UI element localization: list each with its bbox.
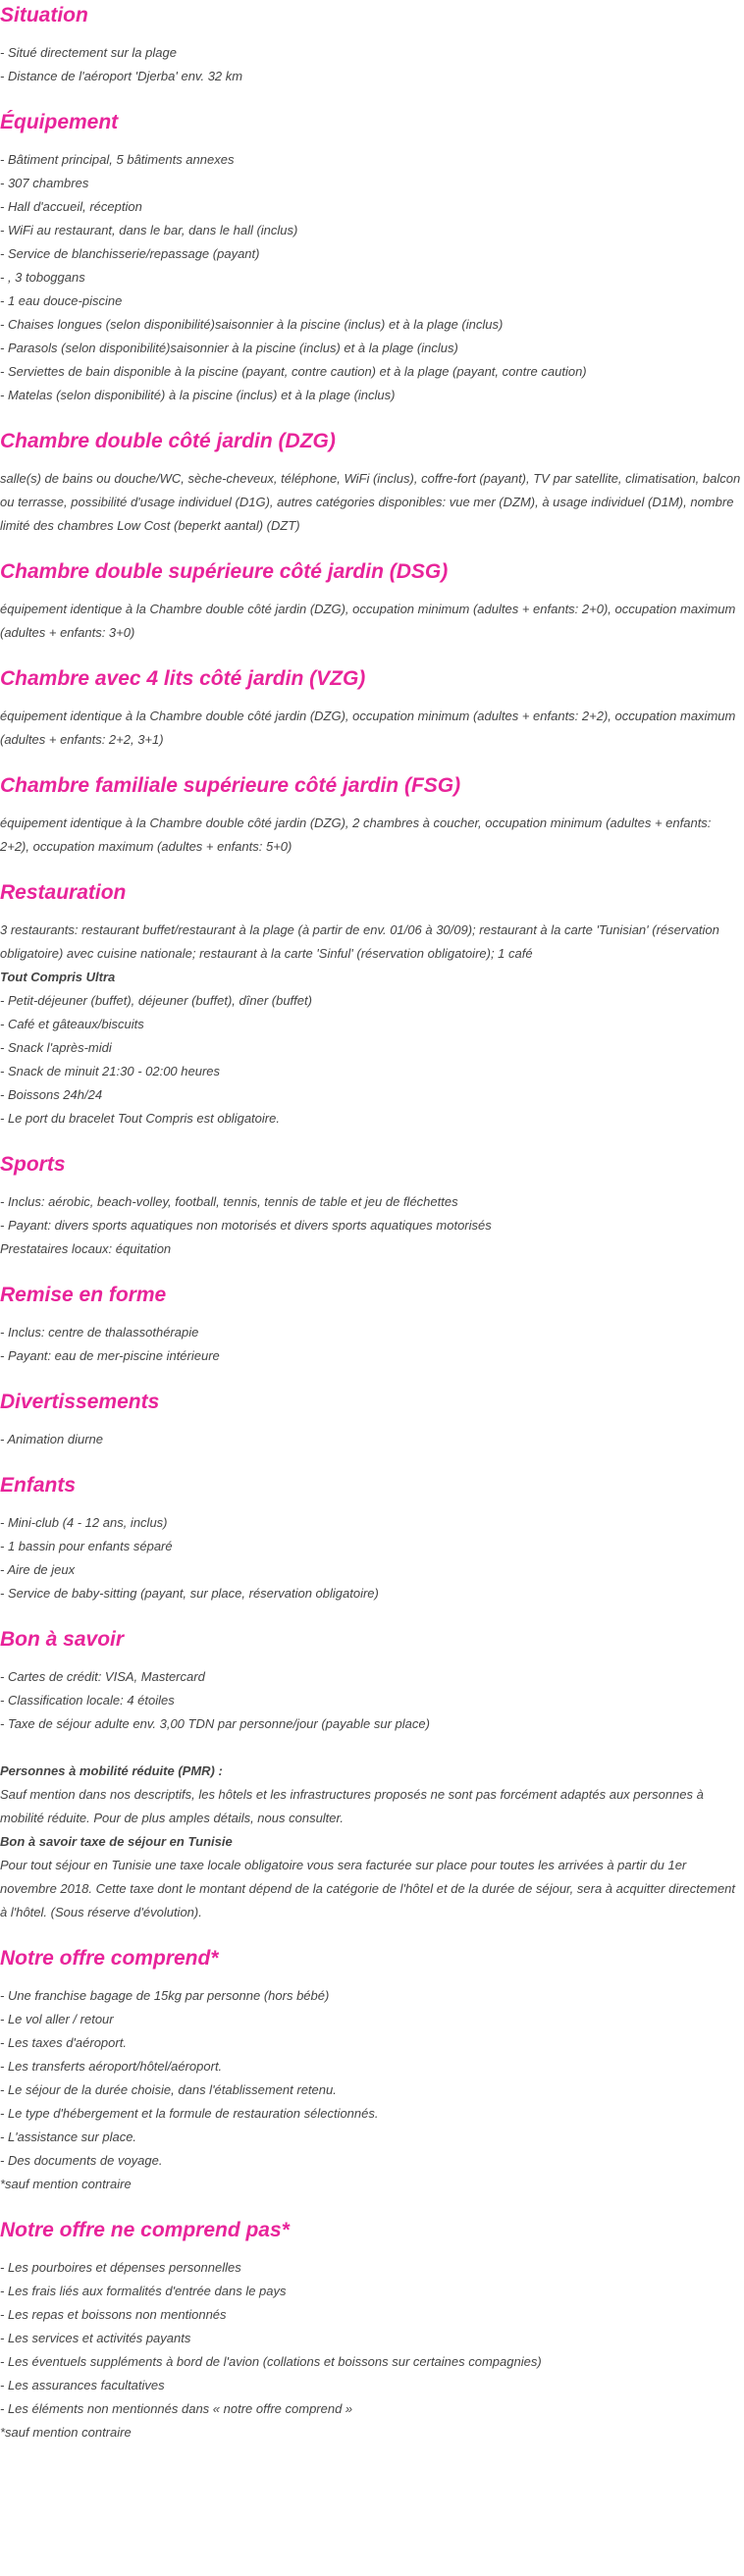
list-item: - Service de baby-sitting (payant, sur place, réservation obligatoire)	[0, 1586, 379, 1601]
section-room-dzg	[0, 428, 744, 538]
list-item: - Mini-club (4 - 12 ans, inclus)	[0, 1515, 168, 1530]
list-item: - Les éléments non mentionnés dans « notre offre comprend »	[0, 2401, 353, 2416]
list-item: - Cartes de crédit: VISA, Mastercard	[0, 1669, 205, 1684]
children-heading: Enfants	[0, 1474, 77, 1497]
list-item: - Le type d'hébergement et la formule de restauration sélectionnés.	[0, 2106, 379, 2121]
list-item: - Chaises longues (selon disponibilité)saisonnier à la piscine (inclus) et à la plage (inclus)	[0, 317, 504, 332]
list-item: - Service de blanchisserie/repassage (payant)	[0, 246, 260, 261]
list-item: Prestataires locaux: équitation	[0, 1241, 172, 1256]
list-item: - Les services et activités payants	[0, 2331, 191, 2345]
pmr-title: Personnes à mobilité réduite (PMR) :	[0, 1763, 223, 1778]
list-item: - 1 bassin pour enfants séparé	[0, 1539, 173, 1553]
wellness-list	[0, 1321, 744, 1368]
good-to-know-list	[0, 1665, 744, 1736]
list-item: - Les frais liés aux formalités d'entrée dans le pays	[0, 2284, 287, 2298]
room-dsg-heading: Chambre double supérieure côté jardin (DSG)	[0, 560, 449, 583]
list-item: - Le vol aller / retour	[0, 2012, 114, 2026]
list-item: - Boissons 24h/24	[0, 1087, 103, 1102]
list-item: - , 3 toboggans	[0, 270, 85, 285]
offer-includes-heading: Notre offre comprend*	[0, 1947, 219, 1970]
room-vzg-description: équipement identique à la Chambre double côté jardin (DZG), occupation minimum (adultes + enfants: 2+2), occupation maximum (adultes + enfants: 2+2, 3+1)	[0, 709, 736, 747]
list-item: - Animation diurne	[0, 1432, 104, 1446]
list-item: - Une franchise bagage de 15kg par personne (hors bébé)	[0, 1988, 330, 2003]
room-dsg-description: équipement identique à la Chambre double côté jardin (DZG), occupation minimum (adultes + enfants: 2+0), occupation maximum (adultes + enfants: 3+0)	[0, 602, 736, 640]
offer-excludes-heading: Notre offre ne comprend pas*	[0, 2219, 290, 2241]
good-to-know-heading: Bon à savoir	[0, 1628, 125, 1651]
restauration-heading: Restauration	[0, 881, 127, 904]
entertainment-list	[0, 1428, 744, 1451]
room-dzg-heading: Chambre double côté jardin (DZG)	[0, 430, 336, 452]
sports-list	[0, 1190, 744, 1261]
list-item: - Les taxes d'aéroport.	[0, 2035, 127, 2050]
list-item: - Payant: divers sports aquatiques non motorisés et divers sports aquatiques motorisés	[0, 1218, 492, 1233]
pmr-text: Sauf mention dans nos descriptifs, les hôtels et les infrastructures proposés ne sont pas forcément adaptés aux personnes à mobilité réduite. Pour de plus amples détails, nous consulter.	[0, 1787, 704, 1825]
list-item: - WiFi au restaurant, dans le bar, dans le hall (inclus)	[0, 223, 298, 237]
section-wellness	[0, 1282, 744, 1368]
list-item: - Serviettes de bain disponible à la piscine (payant, contre caution) et à la plage (payant, contre caution)	[0, 364, 587, 379]
section-offer-excludes	[0, 2217, 744, 2445]
situation-list	[0, 41, 744, 88]
pmr-block	[0, 1760, 744, 1783]
footnote: *sauf mention contraire	[0, 2177, 132, 2191]
list-item: - 1 eau douce-piscine	[0, 293, 123, 308]
restauration-list	[0, 966, 744, 1130]
section-equipement	[0, 109, 744, 407]
list-item: - Snack l'après-midi	[0, 1040, 112, 1055]
entertainment-heading: Divertissements	[0, 1391, 160, 1413]
section-room-dsg	[0, 558, 744, 645]
list-item: - Parasols (selon disponibilité)saisonnier à la piscine (inclus) et à la plage (inclus)	[0, 341, 458, 355]
list-item: - Les pourboires et dépenses personnelles	[0, 2260, 241, 2275]
equipement-heading: Équipement	[0, 111, 119, 133]
room-fsg-description: équipement identique à la Chambre double côté jardin (DZG), 2 chambres à coucher, occupation minimum (adultes + enfants: 2+2), occupation maximum (adultes + enfants: 5+0)	[0, 815, 712, 854]
tax-block	[0, 1830, 744, 1854]
tax-title: Bon à savoir taxe de séjour en Tunisie	[0, 1834, 233, 1849]
room-dzg-description: salle(s) de bains ou douche/WC, sèche-cheveux, téléphone, WiFi (inclus), coffre-fort (payant), TV par satellite, climatisation, balcon ou terrasse, possibilité d'usage individuel (D1G), autres catégories disponibles: vue mer (DZM), à usage individuel (D1M), nombre limité des chambres Low Cost (beperkt aantal) (DZT)	[0, 471, 741, 533]
sports-heading: Sports	[0, 1153, 66, 1176]
list-item: - Situé directement sur la plage	[0, 45, 177, 60]
wellness-heading: Remise en forme	[0, 1284, 167, 1306]
list-item: - Les assurances facultatives	[0, 2378, 165, 2392]
section-sports	[0, 1151, 744, 1261]
list-item: - Des documents de voyage.	[0, 2153, 163, 2168]
offer-includes-list	[0, 1984, 744, 2196]
offer-excludes-list	[0, 2256, 744, 2445]
tax-text: Pour tout séjour en Tunisie une taxe locale obligatoire vous sera facturée sur place pour toutes les arrivées à partir du 1er novembre 2018. Cette taxe dont le montant dépend de la catégorie de l'hôtel et de la durée de séjour, sera à acquitter directement à l'hôtel. (Sous réserve d'évolution).	[0, 1858, 736, 1919]
room-fsg-heading: Chambre familiale supérieure côté jardin (FSG)	[0, 774, 461, 797]
list-item: - Snack de minuit 21:30 - 02:00 heures	[0, 1064, 221, 1078]
list-item: - Matelas (selon disponibilité) à la piscine (inclus) et à la plage (inclus)	[0, 388, 396, 402]
situation-heading: Situation	[0, 4, 88, 26]
restauration-description: 3 restaurants: restaurant buffet/restaurant à la plage (à partir de env. 01/06 à 30/09); restaurant à la carte 'Tunisian' (réservation obligatoire) avec cuisine nationale; restaurant à la carte 'Sinful' (réservation obligatoire); 1 café	[0, 922, 719, 961]
list-item: - Classification locale: 4 étoiles	[0, 1693, 175, 1708]
list-item: - Le séjour de la durée choisie, dans l'établissement retenu.	[0, 2082, 337, 2097]
section-restauration	[0, 879, 744, 1130]
list-item: - Payant: eau de mer-piscine intérieure	[0, 1348, 220, 1363]
list-item: - L'assistance sur place.	[0, 2129, 137, 2144]
list-item: - Les transferts aéroport/hôtel/aéroport.	[0, 2059, 223, 2074]
equipement-list	[0, 148, 744, 407]
list-item: - Petit-déjeuner (buffet), déjeuner (buffet), dîner (buffet)	[0, 993, 312, 1008]
list-item: - Hall d'accueil, réception	[0, 199, 142, 214]
list-item: - Les éventuels suppléments à bord de l'avion (collations et boissons sur certaines compagnies)	[0, 2354, 542, 2369]
list-item: - Inclus: centre de thalassothérapie	[0, 1325, 199, 1340]
list-item: - Aire de jeux	[0, 1562, 76, 1577]
list-item: - Les repas et boissons non mentionnés	[0, 2307, 227, 2322]
list-item: - Distance de l'aéroport 'Djerba' env. 32 km	[0, 69, 243, 83]
list-item: - Le port du bracelet Tout Compris est obligatoire.	[0, 1111, 280, 1126]
section-room-fsg	[0, 772, 744, 859]
list-item: - 307 chambres	[0, 176, 89, 190]
list-item: - Inclus: aérobic, beach-volley, football, tennis, tennis de table et jeu de fléchettes	[0, 1194, 458, 1209]
section-children	[0, 1472, 744, 1605]
section-room-vzg	[0, 665, 744, 752]
section-entertainment	[0, 1389, 744, 1451]
section-good-to-know	[0, 1626, 744, 1924]
section-situation	[0, 0, 744, 88]
children-list	[0, 1511, 744, 1605]
list-item: - Taxe de séjour adulte env. 3,00 TDN par personne/jour (payable sur place)	[0, 1716, 430, 1731]
list-item: - Café et gâteaux/biscuits	[0, 1017, 144, 1031]
list-item: - Bâtiment principal, 5 bâtiments annexes	[0, 152, 235, 167]
all-inclusive-label: Tout Compris Ultra	[0, 970, 116, 984]
room-vzg-heading: Chambre avec 4 lits côté jardin (VZG)	[0, 667, 366, 690]
section-offer-includes	[0, 1945, 744, 2196]
footnote: *sauf mention contraire	[0, 2425, 132, 2440]
